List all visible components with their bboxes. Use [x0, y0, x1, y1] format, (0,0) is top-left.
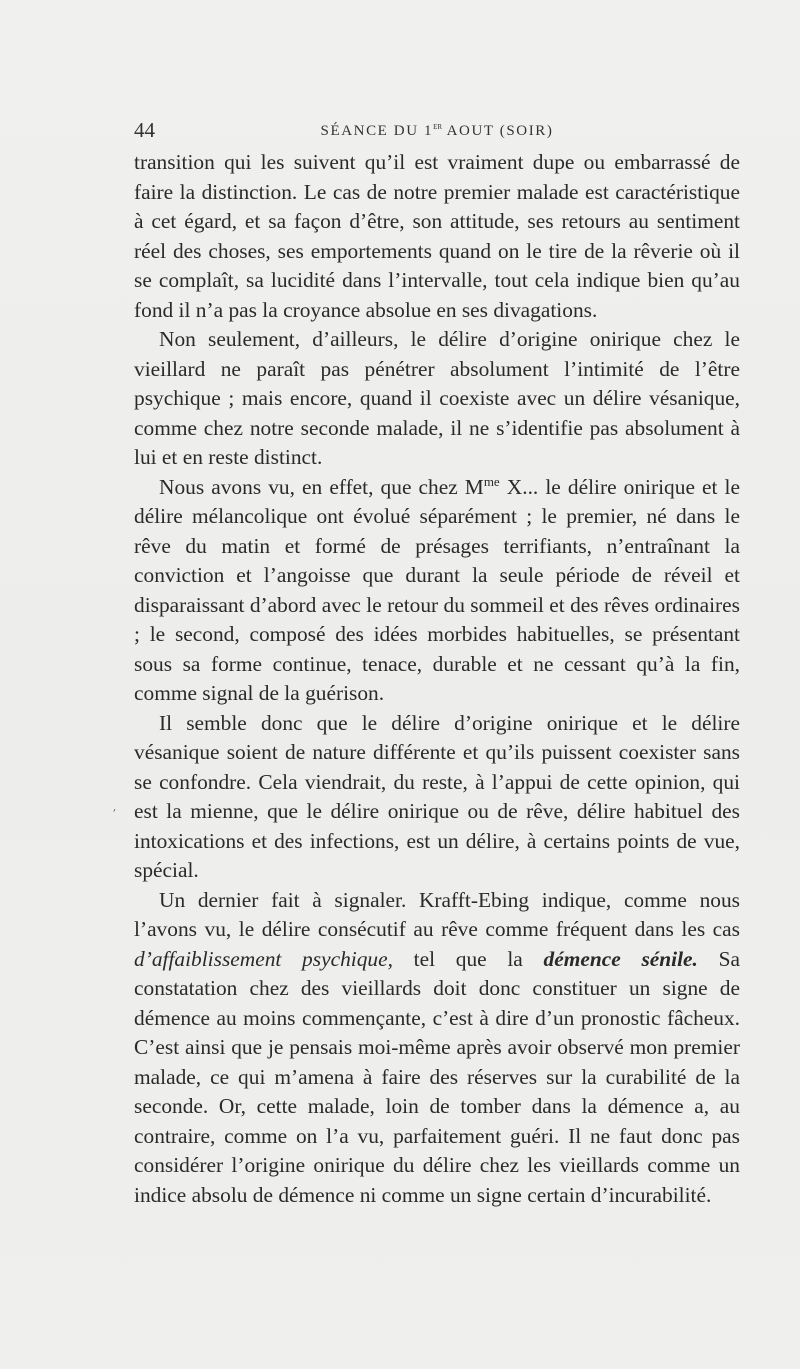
italic-affaiblissement: d’affaiblissement psychique,	[134, 946, 393, 971]
running-title-tail: AOUT (SOIR)	[442, 123, 554, 139]
mme-superscript: me	[483, 473, 500, 489]
running-title-main: SÉANCE DU 1	[320, 123, 434, 139]
scan-speck: ʼ	[112, 807, 116, 821]
running-head	[134, 118, 740, 146]
paragraph-5-rest: Sa constatation chez des vieillards doit donc constituer un signe de démence au moins commençante, c’est à dire d’un pronostic fâcheux. C’est ainsi que je pensais moi-même après avoir observé mon premier malade, ce qui m’amena à faire des réserves sur la curabilité de la seconde. Or, cette malade, loin de tomber dans la démence a, au contraire, comme on l’a vu, parfaitement guéri. Il ne faut donc pas considérer l’origine onirique du délire chez les vieillards comme un indice absolu de démence ni comme un signe certain d’incurabilité.	[134, 946, 740, 1207]
paragraph-3-start: Nous avons vu, en effet, que chez M	[159, 474, 484, 499]
body-text	[134, 148, 740, 1210]
running-title	[134, 118, 740, 140]
paragraph-5	[134, 886, 740, 1211]
paragraph-3-rest: X... le délire onirique et le délire mélancolique ont évolué séparément ; le premier, né dans le rêve du matin et formé de présages terrifiants, n’entraînant la conviction et l’angoisse que durant la seule période de réveil et disparaissant d’abord avec le retour du sommeil et des rêves ordinaires ; le second, composé des idées morbides habituelles, se présentant sous sa forme continue, tenace, durable et ne cessant qu’à la fin, comme signal de la guérison.	[134, 474, 740, 705]
paragraph-4: Il semble donc que le délire d’origine onirique et le délire vésanique soient de nature différente et qu’ils puissent coexister sans se confondre. Cela viendrait, du reste, à l’appui de cette opinion, qui est la mienne, que le délire onirique ou de rêve, délire habituel des intoxications et des infections, est un délire, à certains points de vue, spécial.	[134, 710, 740, 882]
bold-italic-demence-senile: démence sénile.	[543, 946, 698, 971]
paragraph-3	[134, 473, 740, 709]
running-title-superscript: er	[433, 121, 443, 132]
paragraph-1: transition qui les suivent qu’il est vraiment dupe ou embarrassé de faire la distinction. Le cas de notre premier malade est caractéristique à cet égard, et sa façon d’être, son attitude, ses retours au sentiment réel des choses, ses emportements quand on le tire de la rêverie où il se complaît, sa lucidité dans l’intervalle, tout cela indique bien qu’au fond il n’a pas la croyance absolue en ses divagations.	[134, 150, 740, 322]
paragraph-5-start: Un dernier fait à signaler. Krafft-Ebing indique, comme nous l’avons vu, le délire consécutif au rêve comme fréquent dans les cas	[134, 887, 740, 941]
page-number: 44	[134, 118, 155, 142]
paragraph-5-mid: tel que la	[392, 946, 544, 971]
paragraph-2: Non seulement, d’ailleurs, le délire d’origine onirique chez le vieillard ne paraît pas pénétrer absolument l’intimité de l’être psychique ; mais encore, quand il coexiste avec un délire vésanique, comme chez notre seconde malade, il ne s’identifie pas absolument à lui et en reste distinct.	[134, 327, 740, 469]
